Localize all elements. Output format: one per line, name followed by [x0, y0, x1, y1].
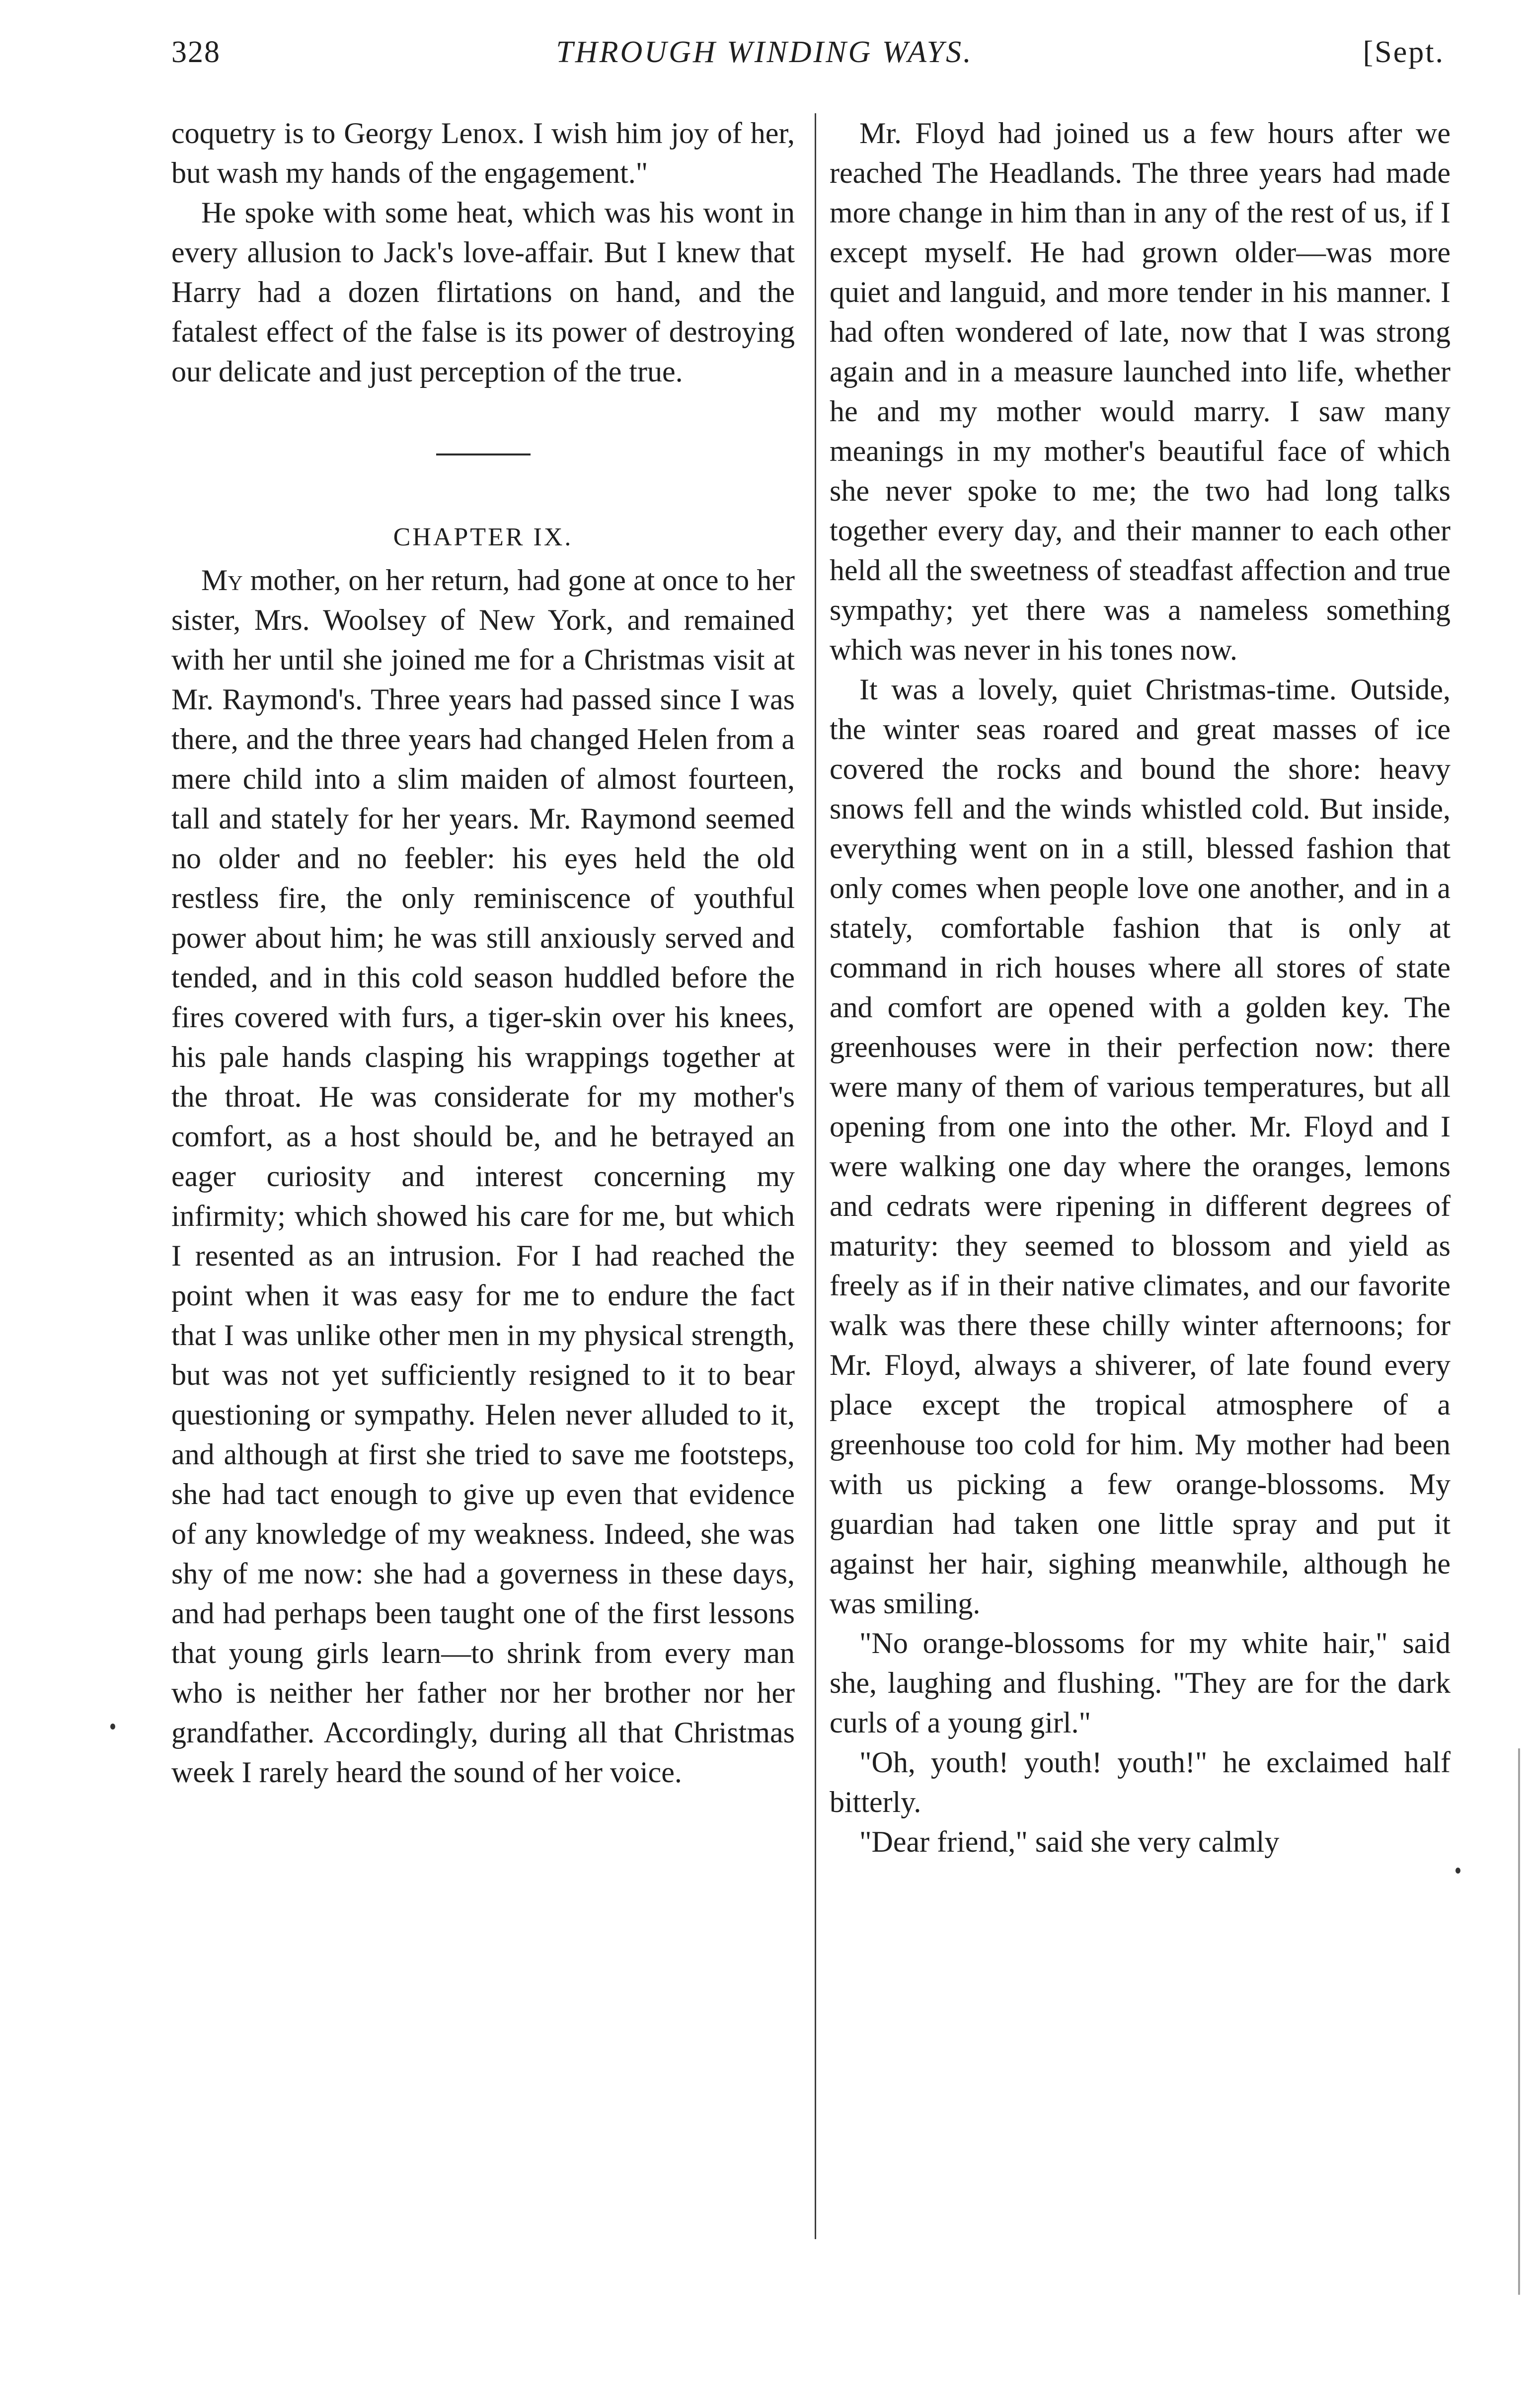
paragraph: It was a lovely, quiet Christmas-time. Outside, the winter seas roared and great masses of ice covered the rocks and bound the shore: heavy snows fell and the winds whistled cold. But inside, everything went on in a still, blessed fashion that only comes when people love one another, and in a stately, comfortable fashion that is only at command in rich houses where all stores of state and comfort are opened with a golden key. The greenhouses were in their perfection now: there were many of them of various temperatures, but all opening from one into the other. Mr. Floyd and I were walking one day where the oranges, lemons and cedrats were ripening in different degrees of maturity: they seemed to blossom and yield as freely as if in their native climates, and our favorite walk was there these chilly winter afternoons; for Mr. Floyd, always a shiverer, of late found every place except the tropical atmosphere of a greenhouse too cold for him. My mother had been with us picking a few orange-blossoms. My guardian had taken one little spray and put it against her hair, sighing meanwhile, although he was smiling.	[830, 673, 1451, 1620]
paragraph	[171, 560, 795, 1792]
page-edge-shadow	[1518, 1748, 1520, 2295]
left-column	[171, 113, 795, 1792]
paragraph-initial: My	[201, 564, 243, 597]
running-head	[0, 35, 1529, 89]
right-column	[830, 113, 1451, 1862]
running-month: [Sept.	[1363, 35, 1445, 69]
page-number: 328	[171, 35, 221, 69]
paragraph: coquetry is to Georgy Lenox. I wish him joy of her, but wash my hands of the engagement."	[171, 117, 795, 189]
running-title: THROUGH WINDING WAYS.	[556, 35, 973, 69]
ink-speck	[110, 1724, 115, 1730]
paragraph-text: mother, on her return, had gone at once to her sister, Mrs. Woolsey of New York, and remained with her until she joined me for a Christmas visit at Mr. Raymond's. Three years had passed since I was there, and the three years had changed Helen from a mere child into a slim maiden of almost fourteen, tall and stately for her years. Mr. Raymond seemed no older and no feebler: his eyes held the old restless fire, the only reminiscence of youthful power about him; he was still anxiously served and tended, and in this cold season huddled before the fires covered with furs, a tiger-skin over his knees, his pale hands clasping his wrappings together at the throat. He was considerate for my mother's comfort, as a host should be, and he betrayed an eager curiosity and interest concerning my infirmity; which showed his care for me, but which I resented as an intrusion. For I had reached the point when it was easy for me to endure the fact that I was unlike other men in my physical strength, but was not yet sufficiently resigned to it to bear questioning or sympathy. Helen never alluded to it, and although at first she tried to save me footsteps, she had tact enough to give up even that evidence of any knowledge of my weakness. Indeed, she was shy of me now: she had a governess in these days, and had perhaps been taught one of the first lessons that young girls learn—to shrink from every man who is neither her father nor her brother nor her grandfather. Accordingly, during all that Christmas week I rarely heard the sound of her voice.	[171, 564, 795, 1789]
ink-speck	[1455, 1868, 1460, 1874]
paragraph: Mr. Floyd had joined us a few hours after we reached The Headlands. The three years had made more change in him than in any of the rest of us, if I except myself. He had grown older—was more quiet and languid, and more tender in his manner. I had often wondered of late, now that I was strong again and in a measure launched into life, whether he and my mother would marry. I saw many meanings in my mother's beautiful face of which she never spoke to me; the two had long talks together every day, and their manner to each other held all the sweetness of steadfast affection and true sympathy; yet there was a nameless something which was never in his tones now.	[830, 117, 1451, 666]
paragraph: "Oh, youth! youth! youth!" he exclaimed half bitterly.	[830, 1746, 1451, 1818]
chapter-heading: CHAPTER IX.	[393, 523, 573, 551]
section-divider	[436, 453, 531, 455]
paragraph: He spoke with some heat, which was his wont in every allusion to Jack's love-affair. But I knew that Harry had a dozen flirtations on hand, and the fatalest effect of the false is its power of destroying our delicate and just perception of the true.	[171, 196, 795, 388]
paragraph: "Dear friend," said she very calmly	[859, 1825, 1280, 1858]
paragraph: "No orange-blossoms for my white hair," said she, laughing and flushing. "They are for the dark curls of a young girl."	[830, 1627, 1451, 1739]
column-rule	[815, 113, 816, 2239]
